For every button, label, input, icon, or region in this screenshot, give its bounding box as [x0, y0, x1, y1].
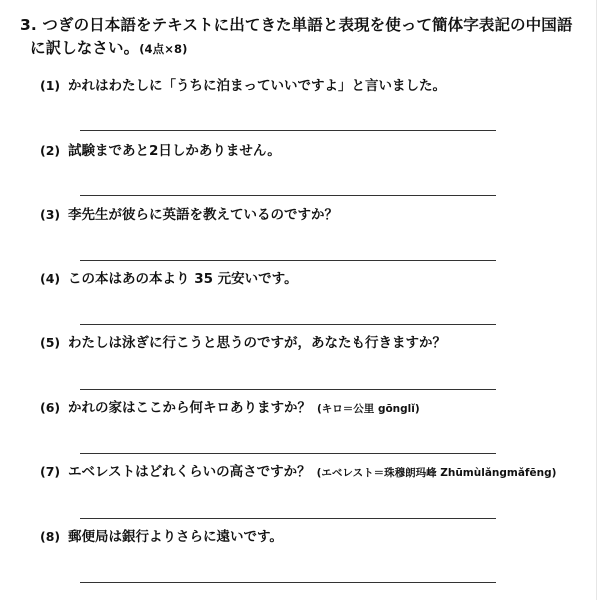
answer-line-6[interactable] — [80, 453, 496, 454]
question-number: (5) — [40, 335, 61, 350]
question-4 — [40, 270, 585, 288]
instruction-line-2 — [20, 37, 580, 61]
question-text: かれの家はここから何キロありますか？ — [68, 400, 311, 416]
question-number: (2) — [40, 143, 61, 158]
answer-line-3[interactable] — [80, 260, 496, 261]
vocabulary-note: (エベレスト＝珠穆朗玛峰 Zhūmùlǎngmǎfēng) — [316, 467, 557, 479]
question-2 — [40, 142, 585, 160]
question-number: (3) — [40, 207, 61, 222]
question-text: 試験まであと2日しかありません。 — [68, 143, 281, 159]
question-text: 李先生が彼らに英語を教えているのですか？ — [68, 207, 338, 223]
answer-line-5[interactable] — [80, 389, 496, 390]
question-text: かれはわたしに「うちに泊まっていいですよ」と言いました。 — [68, 78, 446, 94]
question-1 — [40, 77, 585, 95]
answer-line-8[interactable] — [80, 582, 496, 583]
question-number: (8) — [40, 529, 61, 544]
answer-line-4[interactable] — [80, 324, 496, 325]
question-number: (1) — [40, 78, 61, 93]
points-label: (4点×8) — [139, 42, 188, 56]
instruction-line-1: 3. つぎの日本語をテキストに出てきた単語と表現を使って簡体字表記の中国語 — [20, 16, 573, 34]
instruction-line-2-text: に訳しなさい。 — [30, 39, 140, 57]
vocabulary-note: (キロ＝公里 gōnglǐ) — [317, 403, 420, 415]
question-text: エベレストはどれくらいの高さですか？ — [68, 464, 311, 480]
question-3 — [40, 206, 585, 224]
question-number: (7) — [40, 464, 61, 479]
question-5 — [40, 334, 585, 352]
question-6 — [40, 399, 585, 418]
question-number: (4) — [40, 271, 61, 286]
question-8 — [40, 528, 585, 546]
question-text: この本はあの本より 35 元安いです。 — [68, 271, 298, 287]
answer-line-2[interactable] — [80, 195, 496, 196]
question-number: (6) — [40, 400, 61, 415]
question-text: 郵便局は銀行よりさらに遠いです。 — [68, 529, 283, 545]
answer-line-7[interactable] — [80, 518, 496, 519]
answer-line-1[interactable] — [80, 130, 496, 131]
question-text: わたしは泳ぎに行こうと思うのですが，あなたも行きますか？ — [68, 335, 446, 351]
question-7 — [40, 463, 585, 482]
section-instruction — [20, 14, 580, 61]
